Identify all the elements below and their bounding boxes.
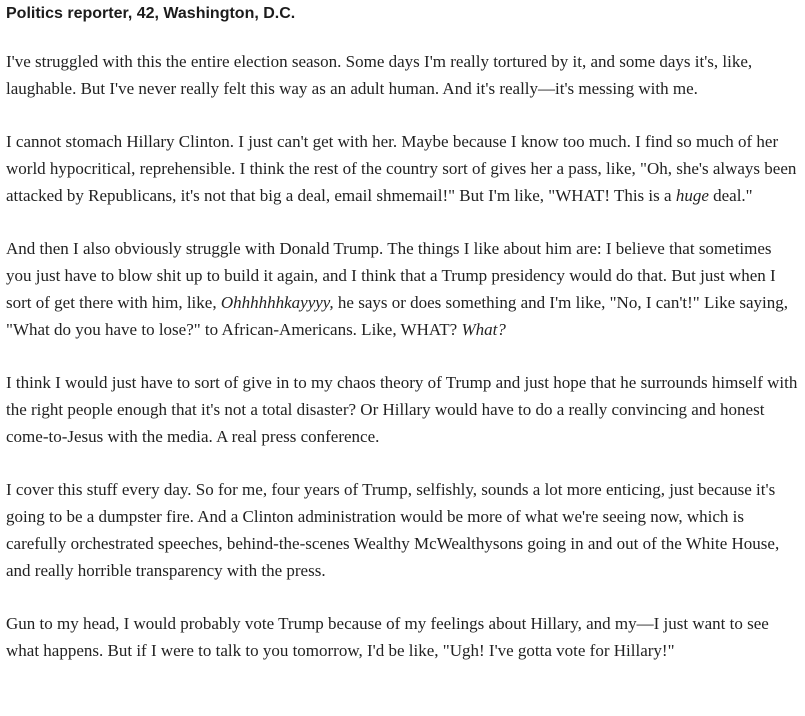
paragraph-5 — [6, 476, 799, 584]
paragraph-text: Gun to my head, I would probably vote Trump because of my feelings about Hillary, and my—I just want to see what happens. But if I were to talk to you tomorrow, I'd be like, "Ugh! I've gotta vote for Hillary!" — [6, 614, 769, 660]
paragraph-text: And then I also obviously struggle with Donald Trump. The things I like about him are: I believe that sometimes you just have to blow shit up to build it again, and I think that a Trump presidency would do that. But just when I sort of get there with him, like, — [6, 239, 776, 312]
paragraph-3 — [6, 235, 799, 343]
emphasis-text: Ohhhhhhkayyyy, — [220, 293, 334, 312]
paragraph-text: deal." — [708, 186, 753, 205]
byline: Politics reporter, 42, Washington, D.C. — [6, 5, 296, 22]
emphasis-text: What? — [461, 320, 506, 339]
paragraph-4 — [6, 369, 799, 450]
paragraph-2 — [6, 128, 799, 209]
paragraph-text: I cannot stomach Hillary Clinton. I just can't get with her. Maybe because I know too much. I find so much of her world hypocritical, reprehensible. I think the rest of the country sort of gives her a pass, like, "Oh, she's always been attacked by Republicans, it's not that big a deal, email shmemail!" But I'm like, "WHAT! This is a — [6, 132, 797, 205]
paragraph-text: I've struggled with this the entire election season. Some days I'm really tortured by it, and some days it's, like, laughable. But I've never really felt this way as an adult human. And it's really—it's messing with me. — [6, 52, 753, 98]
paragraph-text: I think I would just have to sort of give in to my chaos theory of Trump and just hope that he surrounds himself with the right people enough that it's not a total disaster? Or Hillary would have to do a really convincing and honest come-to-Jesus with the media. A real press conference. — [6, 373, 798, 446]
paragraph-1 — [6, 48, 799, 102]
paragraph-text: he says or does something and I'm like, "No, I can't!" Like saying, "What do you have to lose?" to African-Americans. Like, WHAT? — [6, 293, 789, 339]
paragraph-text: I cover this stuff every day. So for me, four years of Trump, selfishly, sounds a lot more enticing, just because it's going to be a dumpster fire. And a Clinton administration would be more of what we're seeing now, which is carefully orchestrated speeches, behind-the-scenes Wealthy McWealthysons going in and out of the White House, and really horrible transparency with the press. — [6, 480, 780, 580]
paragraph-6 — [6, 610, 799, 664]
emphasis-text: huge — [675, 186, 709, 205]
